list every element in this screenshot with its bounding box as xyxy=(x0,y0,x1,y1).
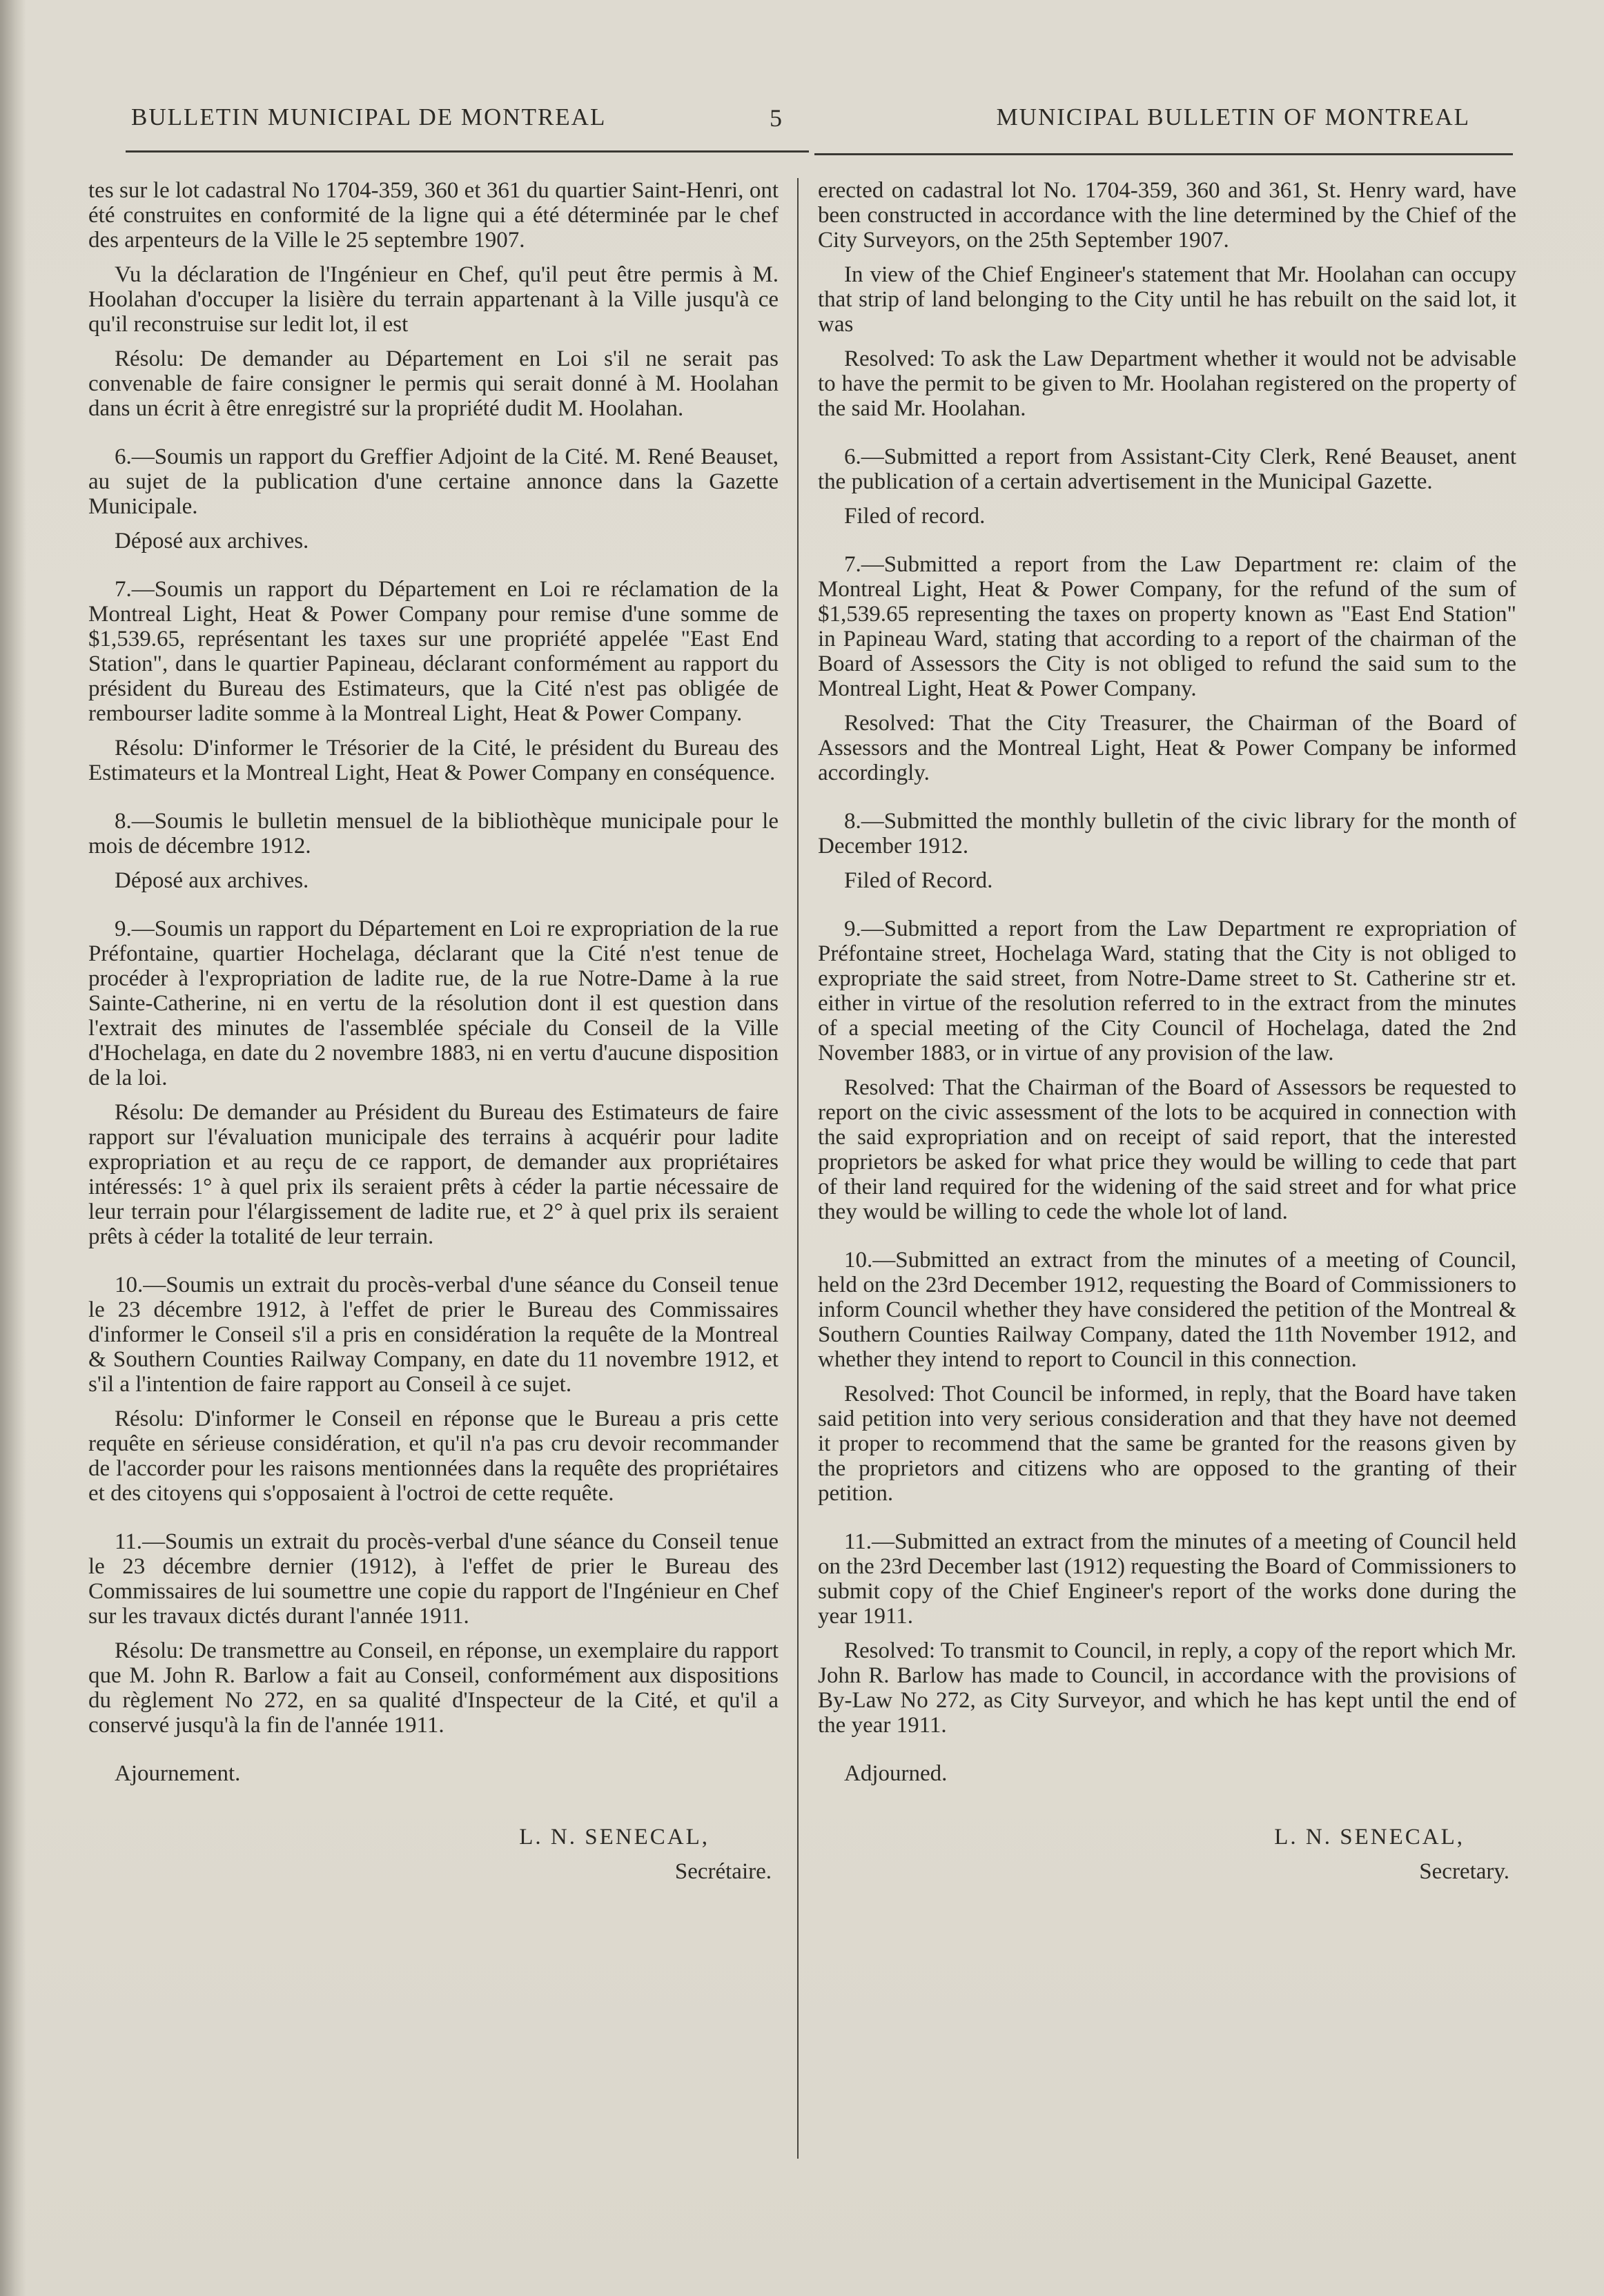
paragraph: 8.—Soumis le bulletin mensuel de la bibliothèque municipale pour le mois de décembre 1912. xyxy=(88,809,779,858)
english-column xyxy=(818,178,1516,1884)
signatory-title: Secretary. xyxy=(1419,1859,1509,1884)
paragraph: 9.—Submitted a report from the Law Department re expropriation of Préfontaine street, Hochelaga Ward, stating that the City is not obliged to expropriate the said street, from Notre-Dame street to St. Catherine str et. either in virtue of the resolution referred to in the extract from the minutes of a special meeting of the City Council of Hochelaga, dated the 2nd November 1883, or in virtue of any provision of the law. xyxy=(818,916,1516,1066)
signatory-name: L. N. SENECAL, xyxy=(1274,1825,1465,1849)
paragraph: Resolved: To transmit to Council, in reply, a copy of the report which Mr. John R. Barlow has made to Council, in accordance with the provisions of By-Law No 272, as City Surveyor, and which he has kept until the end of the year 1911. xyxy=(818,1638,1516,1738)
paragraph: 6.—Submitted a report from Assistant-City Clerk, René Beauset, anent the publication of a certain advertisement in the Municipal Gazette. xyxy=(818,444,1516,494)
paragraph: 8.—Submitted the monthly bulletin of the civic library for the month of December 1912. xyxy=(818,809,1516,858)
paragraph: erected on cadastral lot No. 1704-359, 360 and 361, St. Henry ward, have been constructed in accordance with the line determined by the Chief of the City Surveyors, on the 25th September 1907. xyxy=(818,178,1516,253)
paragraph: Resolved: Thot Council be informed, in reply, that the Board have taken said petition into very serious consideration and that they have not deemed it proper to recommend that the same be granted for the reasons given by the proprietors and citizens who are opposed to the granting of their petition. xyxy=(818,1382,1516,1506)
paragraph: Resolved: That the City Treasurer, the Chairman of the Board of Assessors and the Montreal Light, Heat & Power Company be informed accordingly. xyxy=(818,711,1516,785)
paragraph: Vu la déclaration de l'Ingénieur en Chef, qu'il peut être permis à M. Hoolahan d'occuper la lisière du terrain appartenant à la Ville jusqu'à ce qu'il reconstruise sur ledit lot, il est xyxy=(88,262,779,337)
paragraph: 10.—Soumis un extrait du procès-verbal d'une séance du Conseil tenue le 23 décembre 1912, à l'effet de prier le Bureau des Commissaires d'informer le Conseil s'il a pris en considération la requête de la Montreal & Southern Counties Railway Company, en date du 11 novembre 1912, et s'il a l'intention de faire rapport au Conseil à ce sujet. xyxy=(88,1273,779,1397)
binding-shadow xyxy=(0,0,26,2296)
paragraph: Résolu: D'informer le Conseil en réponse que le Bureau a pris cette requête en sérieuse considération, et qu'il n'a pas cru devoir recommander de l'accorder pour les raisons mentionnées dans la requête des propriétaires et des citoyens qui s'opposaient à l'octroi de cette requête. xyxy=(88,1406,779,1506)
paragraph: Résolu: D'informer le Trésorier de la Cité, le président du Bureau des Estimateurs et la Montreal Light, Heat & Power Company en conséquence. xyxy=(88,736,779,785)
paragraph: Filed of record. xyxy=(844,504,986,529)
column-divider xyxy=(797,178,799,2159)
paragraph: tes sur le lot cadastral No 1704-359, 360 et 361 du quartier Saint-Henri, ont été construites en conformité de la ligne qui a été déterminée par le chef des arpenteurs de la Ville le 25 septembre 1907. xyxy=(88,178,779,253)
paragraph: 7.—Soumis un rapport du Département en Loi re réclamation de la Montreal Light, Heat & Power Company pour remise d'une somme de $1,539.65, représentant les taxes sur une propriété appelée "East End Station", dans le quartier Papineau, déclarant conformément au rapport du président du Bureau des Estimateurs, que la Cité n'est pas obligée de rembourser ladite somme à la Montreal Light, Heat & Power Company. xyxy=(88,577,779,726)
paragraph: Résolu: De demander au Président du Bureau des Estimateurs de faire rapport sur l'évaluation municipale des terrains à acquérir pour ladite expropriation et au reçu de ce rapport, de demander aux propriétaires intéressés: 1° à quel prix ils seraient prêts à céder la partie nécessaire de leur terrain pour l'élargissement de ladite rue, et 2° à quel prix ils seraient prêts à céder la totalité de leur terrain. xyxy=(88,1100,779,1249)
running-header xyxy=(131,104,1470,145)
paragraph: 9.—Soumis un rapport du Département en Loi re expropriation de la rue Préfontaine, quartier Hochelaga, déclarant que la Cité n'est tenue de procéder à l'expropriation de ladite rue, de la rue Notre-Dame à la rue Sainte-Catherine, ni en vertu de la résolution dont il est question dans l'extrait des minutes de l'assemblée spéciale du Conseil de la Ville d'Hochelaga, en date du 2 novembre 1883, ni en vertu d'aucune disposition de la loi. xyxy=(88,916,779,1090)
header-rule-left xyxy=(126,150,809,153)
paragraph: Filed of Record. xyxy=(844,868,993,893)
header-right-title: MUNICIPAL BULLETIN OF MONTREAL xyxy=(996,104,1470,130)
paragraph: In view of the Chief Engineer's statement that Mr. Hoolahan can occupy that strip of land belonging to the City until he has rebuilt on the said lot, it was xyxy=(818,262,1516,337)
signature-block xyxy=(88,1825,779,1884)
paragraph: Resolved: To ask the Law Department whether it would not be advisable to have the permit to be given to Mr. Hoolahan registered on the property of the said Mr. Hoolahan. xyxy=(818,346,1516,421)
paragraph: 10.—Submitted an extract from the minutes of a meeting of Council, held on the 23rd December 1912, requesting the Board of Commissioners to inform Council whether they have considered the petition of the Montreal & Southern Counties Railway Company, dated the 11th November 1912, and whether they intend to report to Council in this connection. xyxy=(818,1248,1516,1372)
paragraph: Résolu: De demander au Département en Loi s'il ne serait pas convenable de faire consigner le permis qui serait donné à M. Hoolahan dans un écrit à être enregistré sur la propriété dudit M. Hoolahan. xyxy=(88,346,779,421)
french-column xyxy=(88,178,779,1884)
paragraph: 6.—Soumis un rapport du Greffier Adjoint de la Cité. M. René Beauset, au sujet de la publication d'une certaine annonce dans la Gazette Municipale. xyxy=(88,444,779,519)
paragraph: Résolu: De transmettre au Conseil, en réponse, un exemplaire du rapport que M. John R. Barlow a fait au Conseil, conformément aux dispositions du règlement No 272, en sa qualité d'Inspecteur de la Cité, et qu'il a conservé jusqu'à la fin de l'année 1911. xyxy=(88,1638,779,1738)
paragraph: Déposé aux archives. xyxy=(115,529,309,553)
paragraph: Resolved: That the Chairman of the Board of Assessors be requested to report on the civic assessment of the lots to be acquired in connection with the said expropriation and on receipt of said report, that the interested proprietors be asked for what price they would be willing to cede that part of their land required for the widening of the said street and for what price they would be willing to cede the whole lot of land. xyxy=(818,1075,1516,1224)
signature-block xyxy=(818,1825,1516,1884)
signatory-title: Secrétaire. xyxy=(674,1859,772,1884)
adjournment: Ajournement. xyxy=(115,1761,241,1786)
adjournment: Adjourned. xyxy=(844,1761,948,1786)
paragraph: 11.—Submitted an extract from the minutes of a meeting of Council held on the 23rd December last (1912) requesting the Board of Commissioners to submit copy of the Chief Engineer's report of the works done during the year 1911. xyxy=(818,1529,1516,1629)
paragraph: Déposé aux archives. xyxy=(115,868,309,893)
signatory-name: L. N. SENECAL, xyxy=(519,1825,710,1849)
paragraph: 11.—Soumis un extrait du procès-verbal d'une séance du Conseil tenue le 23 décembre dernier (1912), à l'effet de prier le Bureau des Commissaires de lui soumettre une copie du rapport de l'Ingénieur en Chef sur les travaux dictés durant l'année 1911. xyxy=(88,1529,779,1629)
header-left-title: BULLETIN MUNICIPAL DE MONTREAL xyxy=(131,104,607,130)
paragraph: 7.—Submitted a report from the Law Department re: claim of the Montreal Light, Heat & Power Company, for the refund of the sum of $1,539.65 representing the taxes on property known as "East End Station" in Papineau Ward, stating that according to a report of the chairman of the Board of Assessors the City is not obliged to refund the said sum to the Montreal Light, Heat & Power Company. xyxy=(818,552,1516,701)
header-rule-right xyxy=(814,153,1513,155)
page-number: 5 xyxy=(770,104,783,132)
